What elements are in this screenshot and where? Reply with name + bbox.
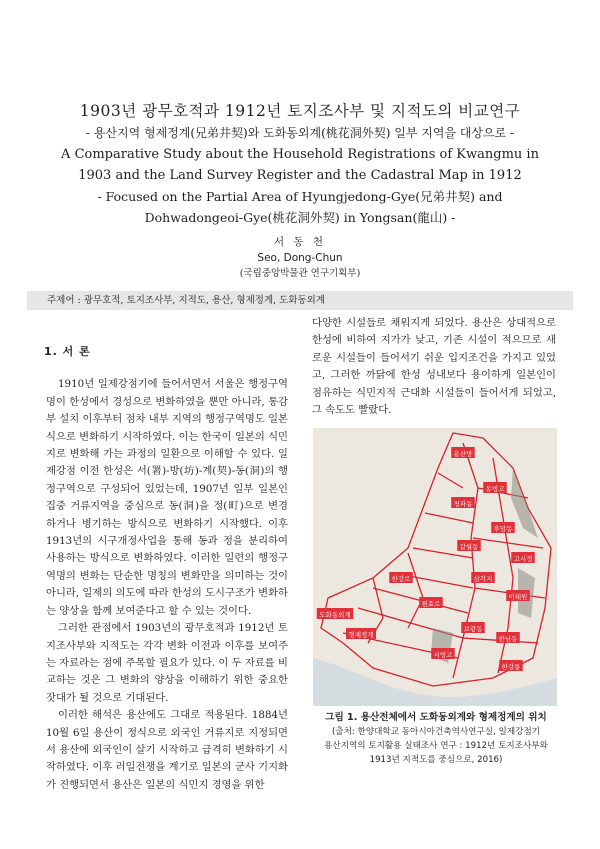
author-affiliation: (국립중앙박물관 연구기획부) [239,268,361,279]
map-label: 동빙고 [485,485,505,493]
map-label: 한강로 [391,575,411,583]
map-label: 고시정 [513,555,533,563]
map-label: 도화동외계 [319,611,351,619]
author-block [0,234,600,281]
paper-title-en-line-1: A Comparative Study about the Household Registrations of Kwangmu in [61,147,539,162]
map-label: 서빙고 [433,651,453,659]
map-label: 한남동 [498,635,518,643]
intro-paragraph-continued: 다양한 시설들로 채워지게 되었다. 용산은 상대적으로 한성에 비하여 지가가 낮고, 기존 시설이 적으므로 새로운 시설들이 들어서기 쉬운 입지조건을 가지고 있었고, 그러한 까닭에 한성 성내보다 용이하게 일본인이 점유하는 식민지적 근대화 시설들이 들어서게 되었고, 그 속도도 빨랐다. [312,317,556,417]
figure-caption-source-line-3: 1913년 지적도를 중심으로, 2016) [369,755,503,765]
map-label: 원효로 [421,600,441,608]
map-label: 용산방 [453,450,473,458]
intro-paragraph-1: 1910년 일제강점기에 들어서면서 서울은 행정구역명이 한성에서 경성으로 변화하였을 뿐만 아니라, 통감부 설치 이후부터 점차 내부 지역의 행정구역명도 일본식으로 변화하기 시작하였다. 이는 한국이 일본의 식민지로 변화해 가는 과정의 일환으로 이해할 수 있다. 일제강점 이전 한성은 서(署)-방(坊)-계(契)-동(洞)의 행정구역으로 구성되어 있었는데, 1907년 일부 일본인 집중 거류지역을 중심으로 동(洞)을 정(町)으로 변경하거나 병기하는 방식으로 변화하기 시작했다. 이후 1913년의 시구개정사업을 통해 동과 정을 분리하여 사용하는 방식으로 변화하였다. 이러한 일련의 행정구역명의 변화는 단순한 명칭의 변화만을 의미하는 것이 아니라, 일제의 의도에 따라 한성의 도시구조가 변화하는 양상을 함께 보여준다고 할 수 있는 것이다. [46,378,288,617]
intro-paragraph-2: 그러한 관점에서 1903년의 광무호적과 1912년 토지조사부와 지적도는 각각 변화 이전과 이후를 보여주는 자료라는 점에 주목할 필요가 있다. 이 두 자료를 비교하는 것은 그 변화의 양상을 이해하기 위한 중요한 잣대가 될 것으로 기대된다. [46,622,288,704]
figure-caption [306,711,566,767]
map-label: 이태원 [508,593,528,601]
keywords-bar: 주제어 : 광무호적, 토지조사부, 지적도, 용산, 형제정계, 도화동외계 [27,291,573,310]
figure-caption-title: 그림 1. 용산전체에서 도화동외계와 형제정계의 위치 [325,712,547,723]
map-label: 후암동 [493,525,513,533]
author-name-en: Seo, Dong-Chun [257,252,343,264]
author-name-ko: 서 동 천 [273,236,327,248]
title-block [40,100,560,228]
paper-title-en-line-2: 1903 and the Land Survey Register and the Cadastral Map in 1912 [78,168,522,183]
map-label: 형제정계 [348,631,374,639]
map-label: 청파동 [453,500,473,508]
intro-paragraph-3: 이러한 해석은 용산에도 그대로 적용된다. 1884년 10월 6일 용산이 정식으로 외국인 거류지로 지정되면서 용산에 외국인이 살기 시작하고 급격히 변화하기 시작하였다. 이후 러일전쟁을 계기로 일본의 군사 기지화가 진행되면서 용산은 일본의 식민지 경영을 위한 [46,709,288,791]
section-heading: 1. 서 론 [44,345,91,358]
map-label: 갈월동 [459,543,479,551]
figure-caption-source-line-2: 용산지역의 토지활용 실태조사 연구 : 1912년 토지조사부와 [324,741,548,751]
map-label: 한강통 [501,663,521,671]
map-svg [313,428,557,706]
map-label: 삼각지 [473,575,493,583]
paper-title-ko: 1903년 광무호적과 1912년 토지조사부 및 지적도의 비교연구 [79,102,521,120]
map-label: 보광동 [463,625,483,633]
yongsan-map-figure [313,428,557,706]
figure-caption-source-line-1: (출처: 한양대학교 동아시아건축역사연구실, 일제강점기 [331,727,541,737]
paper-subtitle-en-line-2: Dohwadongeoi-Gye(桃花洞外契) in Yongsan(龍山) - [144,210,456,225]
right-column [312,315,556,419]
paper-subtitle-en-line-1: - Focused on the Partial Area of Hyungjedong-Gye(兄弟井契) and [97,189,503,204]
left-column [46,343,288,794]
paper-subtitle-ko: - 용산지역 형제정계(兄弟井契)와 도화동외계(桃花洞外契) 일부 지역을 대상으로 - [85,126,515,140]
